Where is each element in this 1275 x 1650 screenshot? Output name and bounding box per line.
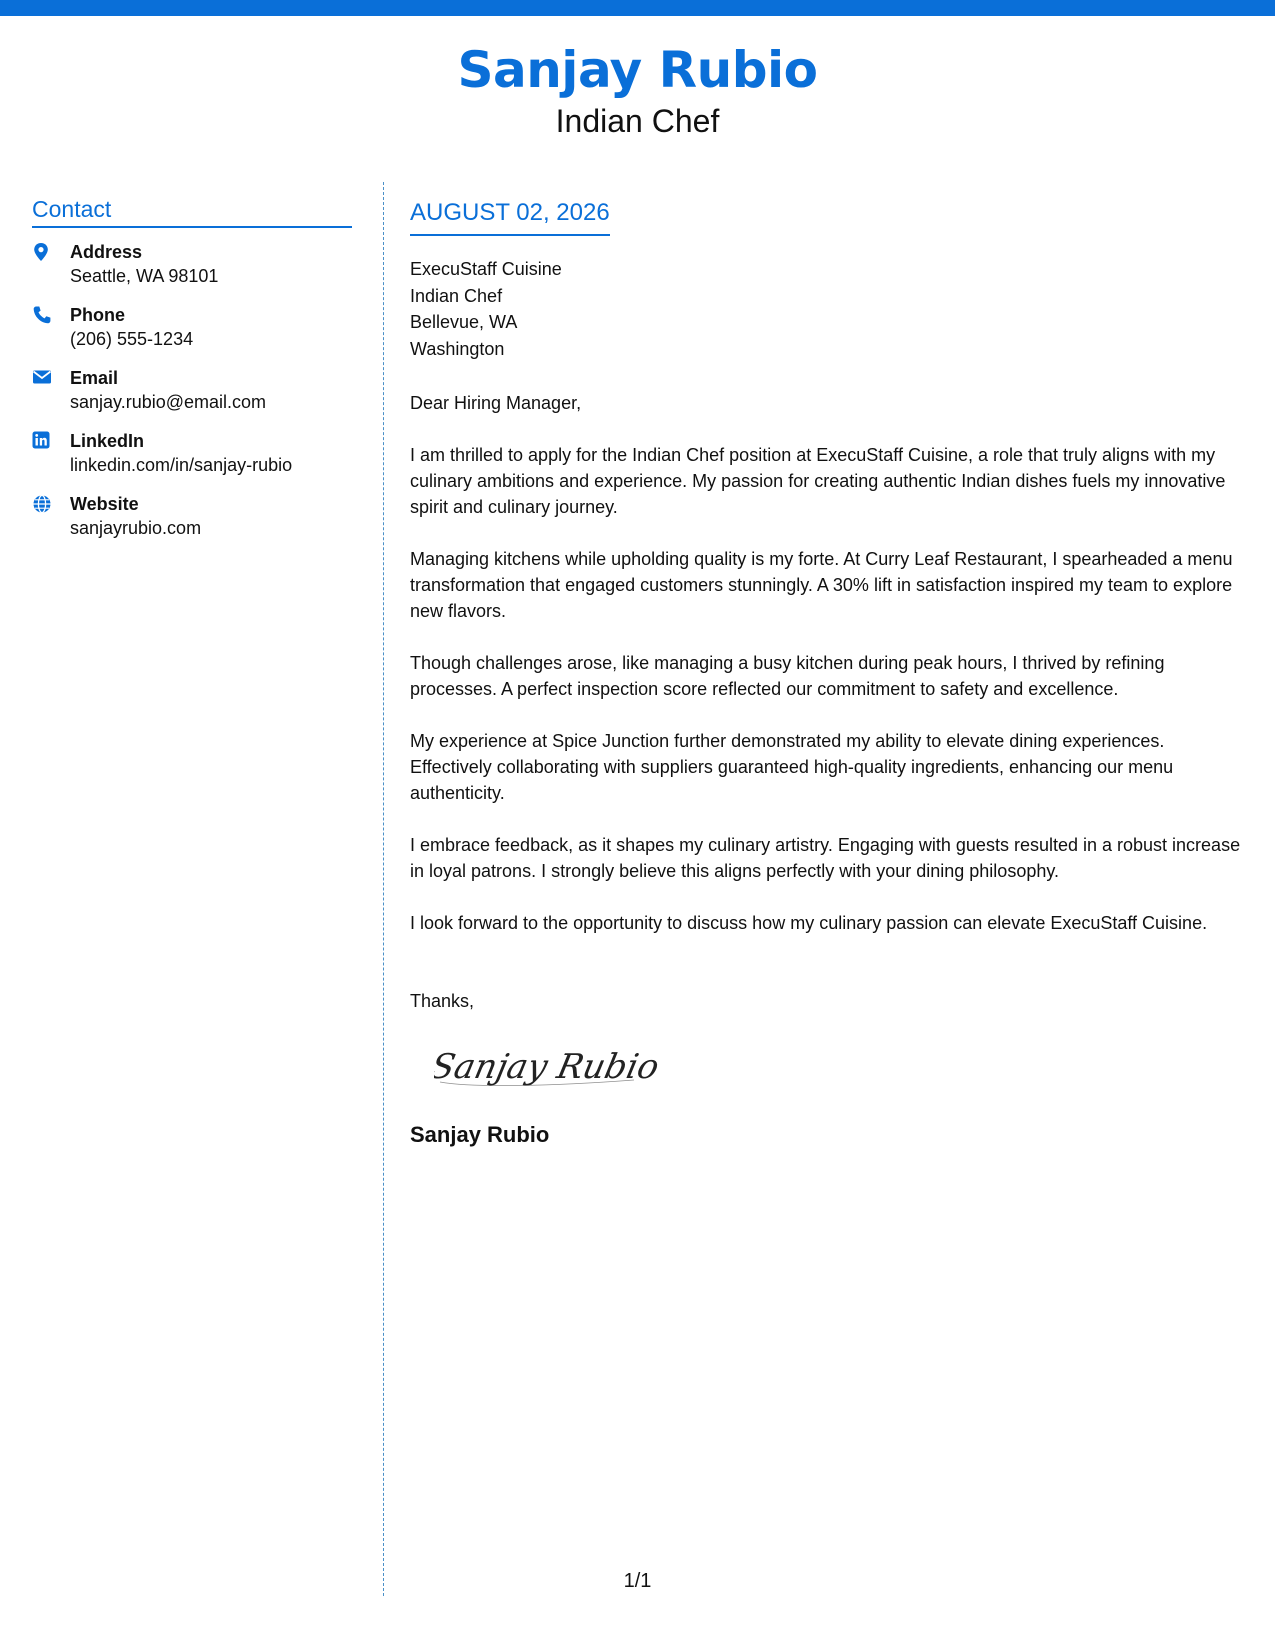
linkedin-icon <box>32 429 70 449</box>
contact-phone <box>32 303 352 366</box>
contact-value: sanjay.rubio@email.com <box>70 392 267 412</box>
globe-icon <box>32 492 70 514</box>
signer-name: Sanjay Rubio <box>410 1122 550 1147</box>
salutation: Dear Hiring Manager, <box>410 393 582 413</box>
paragraph: I embrace feedback, as it shapes my culinary artistry. Engaging with guests resulted in a robust increase in loyal patrons. I strongly believe this aligns perfectly with your dining philosophy. <box>410 835 1241 881</box>
contact-list <box>32 240 352 555</box>
letter-body <box>410 198 1250 1149</box>
contact-label: Phone <box>70 305 126 325</box>
letter-date: AUGUST 02, 2026 <box>410 198 610 236</box>
signature-image <box>434 1036 674 1096</box>
paragraph: Though challenges arose, like managing a busy kitchen during peak hours, I thrived by refining processes. A perfect inspection score reflected our commitment to safety and excellence. <box>410 653 1165 699</box>
phone-icon <box>32 303 70 325</box>
contact-label: Website <box>70 494 139 514</box>
paragraph: I look forward to the opportunity to discuss how my culinary passion can elevate ExecuStaff Cuisine. <box>410 913 1208 933</box>
recipient-city: Bellevue, WA <box>410 312 518 332</box>
header <box>0 40 1275 140</box>
recipient-position: Indian Chef <box>410 285 503 306</box>
paragraph: Managing kitchens while upholding quality is my forte. At Curry Leaf Restaurant, I spearheaded a menu transformation that engaged customers stunningly. A 30% lift in satisfaction inspired my team to explore new flavors. <box>410 549 1233 621</box>
contact-label: LinkedIn <box>70 431 145 451</box>
column-divider <box>383 182 384 1596</box>
svg-text:Sanjay Rubio: Sanjay Rubio <box>434 1047 663 1087</box>
contact-website <box>32 492 352 555</box>
recipient-company: ExecuStaff Cuisine <box>410 259 562 279</box>
map-pin-icon <box>32 240 70 262</box>
contact-address <box>32 240 352 303</box>
top-accent-bar <box>0 0 1275 16</box>
contact-value: Seattle, WA 98101 <box>70 266 219 286</box>
paragraph: I am thrilled to apply for the Indian Chef position at ExecuStaff Cuisine, a role that truly aligns with my culinary ambitions and experience. My passion for creating authentic Indian dishes fuels my innovative spirit and culinary journey. <box>410 445 1226 517</box>
contact-value: sanjayrubio.com <box>70 518 202 538</box>
contact-label: Address <box>70 242 143 262</box>
applicant-title: Indian Chef <box>555 103 720 139</box>
contact-value: (206) 555-1234 <box>70 329 194 349</box>
contact-linkedin <box>32 429 352 492</box>
recipient-state: Washington <box>410 338 505 359</box>
contact-sidebar <box>32 195 352 555</box>
contact-value: linkedin.com/in/sanjay-rubio <box>70 455 293 475</box>
applicant-name: Sanjay Rubio <box>457 41 818 99</box>
contact-email <box>32 366 352 429</box>
contact-heading: Contact <box>32 195 352 228</box>
contact-label: Email <box>70 368 119 388</box>
recipient-block <box>410 256 1250 362</box>
closing: Thanks, <box>410 991 475 1011</box>
page-number: 1/1 <box>623 1570 652 1592</box>
email-icon <box>32 366 70 386</box>
paragraph: My experience at Spice Junction further demonstrated my ability to elevate dining experiences. Effectively collaborating with suppliers guaranteed high-quality ingredients, enhancing our menu authenticity. <box>410 731 1174 803</box>
